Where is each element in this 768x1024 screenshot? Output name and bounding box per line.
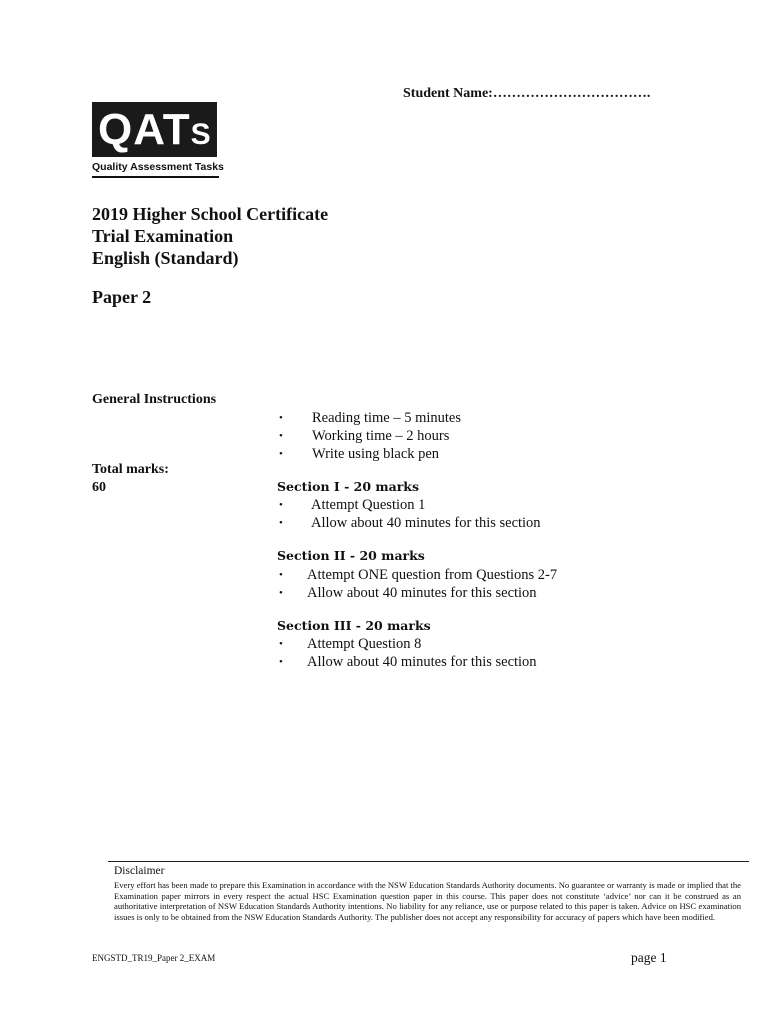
bullet-icon: • — [279, 656, 283, 668]
general-instructions-list — [279, 409, 461, 463]
student-name-field: Student Name:……………………………. — [403, 86, 651, 101]
list-item: • Attempt Question 8 — [279, 636, 422, 652]
document-code: ENGSTD_TR19_Paper 2_EXAM — [92, 953, 216, 963]
title-line-2: Trial Examination — [92, 226, 234, 246]
list-item: • Allow about 40 minutes for this section — [279, 654, 537, 670]
logo-suffix-text: S — [190, 117, 212, 151]
qats-logo — [92, 102, 224, 180]
list-item: • Reading time – 5 minutes — [279, 410, 462, 426]
section-3-list — [279, 635, 537, 671]
exam-title — [92, 203, 328, 269]
total-marks-label: Total marks: — [92, 462, 169, 477]
section-3-heading: Section III - 20 marks — [277, 618, 431, 633]
section-2-list — [279, 566, 557, 602]
title-line-3: English (Standard) — [92, 248, 239, 268]
list-item: • Attempt ONE question from Questions 2-7 — [279, 567, 558, 583]
logo-main-text: QAT — [98, 104, 191, 154]
total-marks-value: 60 — [92, 480, 106, 495]
bullet-icon: • — [279, 587, 283, 599]
bullet-icon: • — [279, 499, 283, 511]
paper-label: Paper 2 — [92, 287, 152, 307]
disclaimer-text: Every effort has been made to prepare this Examination in accordance with the NSW Education Standards Authority documents. No guarantee or warranty is made or implied that the Examination paper mirrors in every respect the actual HSC Examination question paper in this course. This paper does not constitute ‘advice’ nor can it be construed as an authoritative interpretation of NSW Education Standards Authority intentions. No liability for any reliance, use or purpose related to this paper is taken. Advice on HSC examination issues is only to be obtained from the NSW Education Standards Authority. The publisher does not accept any responsibility for accuracy of papers which have been modified. — [114, 880, 741, 922]
bullet-icon: • — [279, 569, 283, 581]
list-item: • Attempt Question 1 — [279, 497, 426, 513]
list-item: • Allow about 40 minutes for this section — [279, 515, 541, 531]
footer-divider — [108, 861, 749, 862]
logo-tagline: Quality Assessment Tasks — [92, 161, 224, 173]
section-1-list — [279, 496, 541, 532]
list-item: • Allow about 40 minutes for this section — [279, 585, 537, 601]
bullet-icon: • — [279, 412, 283, 424]
page-number: page 1 — [631, 950, 667, 965]
bullet-icon: • — [279, 430, 283, 442]
list-item: • Write using black pen — [279, 446, 440, 462]
logo-underline — [92, 176, 219, 178]
bullet-icon: • — [279, 448, 283, 460]
bullet-icon: • — [279, 517, 283, 529]
general-instructions-heading: General Instructions — [92, 392, 217, 407]
list-item: • Working time – 2 hours — [279, 428, 450, 444]
title-line-1: 2019 Higher School Certificate — [92, 204, 329, 224]
section-1-heading: Section I - 20 marks — [277, 479, 419, 494]
logo-mark — [92, 102, 217, 157]
disclaimer-heading: Disclaimer — [114, 865, 165, 877]
section-2-heading: Section II - 20 marks — [277, 548, 425, 563]
bullet-icon: • — [279, 638, 283, 650]
